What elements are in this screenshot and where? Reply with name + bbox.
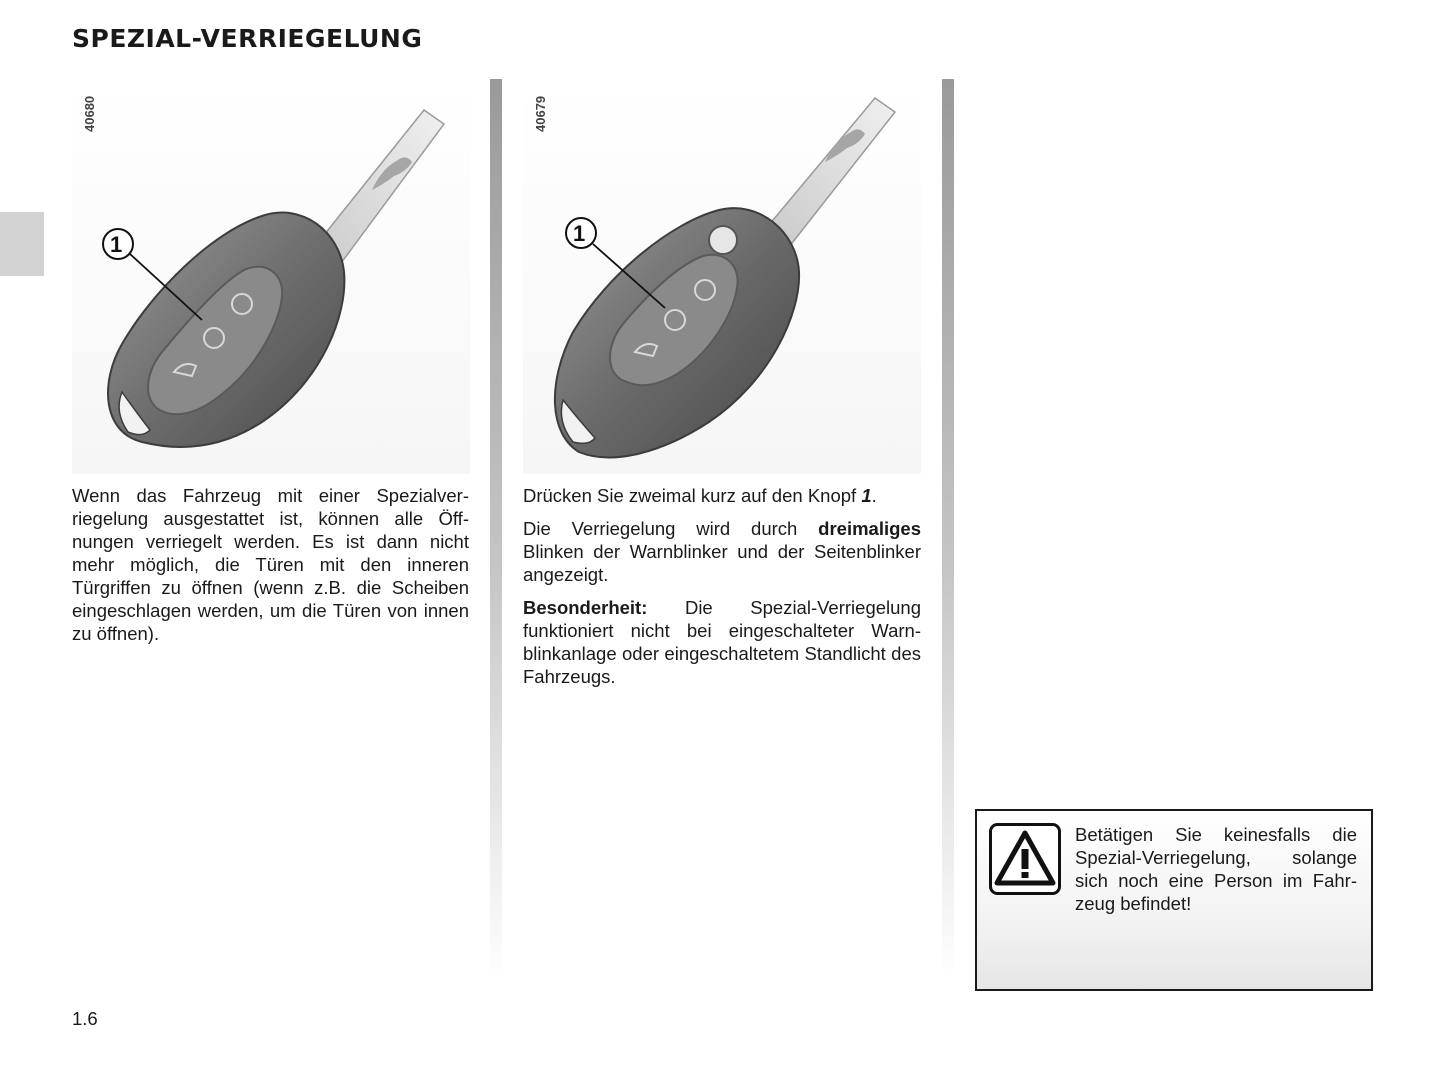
warning-text: Betätigen Sie keinesfalls die Spezial-Verriegelung, solange sich noch eine Person im Fahrzeug befindet! bbox=[1075, 824, 1357, 914]
flip-key-icon bbox=[523, 82, 921, 474]
instruction-paragraph: Drücken Sie zweimal kurz auf den Knopf 1. bbox=[523, 485, 877, 506]
confirmation-paragraph: Die Verriegelung wird durch dreimaliges Blinken der Warnblinker und der Seitenblinker angezeigt. bbox=[523, 518, 921, 585]
figure-id: 40680 bbox=[82, 95, 97, 132]
page-title: SPEZIAL-VERRIEGELUNG bbox=[72, 24, 423, 53]
page-number: 1.6 bbox=[72, 1008, 98, 1029]
warning-box bbox=[975, 809, 1373, 991]
column-2-text bbox=[523, 484, 921, 698]
callout-number: 1 bbox=[573, 221, 586, 246]
column-divider-right bbox=[942, 79, 954, 979]
fixed-blade-key-icon bbox=[72, 82, 470, 474]
figure-key-flip bbox=[523, 82, 921, 474]
note-label: Besonderheit: bbox=[523, 597, 648, 618]
warning-triangle-icon bbox=[989, 823, 1061, 895]
figure-key-fixed bbox=[72, 82, 470, 474]
button-reference: 1 bbox=[861, 485, 872, 506]
special-note-paragraph: Besonderheit: Die Spezial-Verriegelung funktioniert nicht bei eingeschalteter Warnblinkanlage oder eingeschaltetem Standlicht des Fahrzeugs. bbox=[523, 597, 921, 687]
callout-number: 1 bbox=[110, 232, 123, 257]
emphasis-text: dreimaliges bbox=[818, 518, 921, 539]
figure-id: 40679 bbox=[533, 95, 548, 132]
column-1-text bbox=[72, 484, 469, 655]
column-divider-left bbox=[490, 79, 502, 979]
section-thumb-tab bbox=[0, 212, 44, 276]
intro-paragraph: Wenn das Fahrzeug mit einer Spezialverriegelung ausgestattet ist, können alle Öffnungen verriegelt werden. Es ist dann nicht mehr möglich, die Türen mit den inneren Türgriffen zu öffnen (wenn z.B. die Scheiben eingeschlagen werden, um die Türen von innen zu öffnen). bbox=[72, 485, 469, 644]
